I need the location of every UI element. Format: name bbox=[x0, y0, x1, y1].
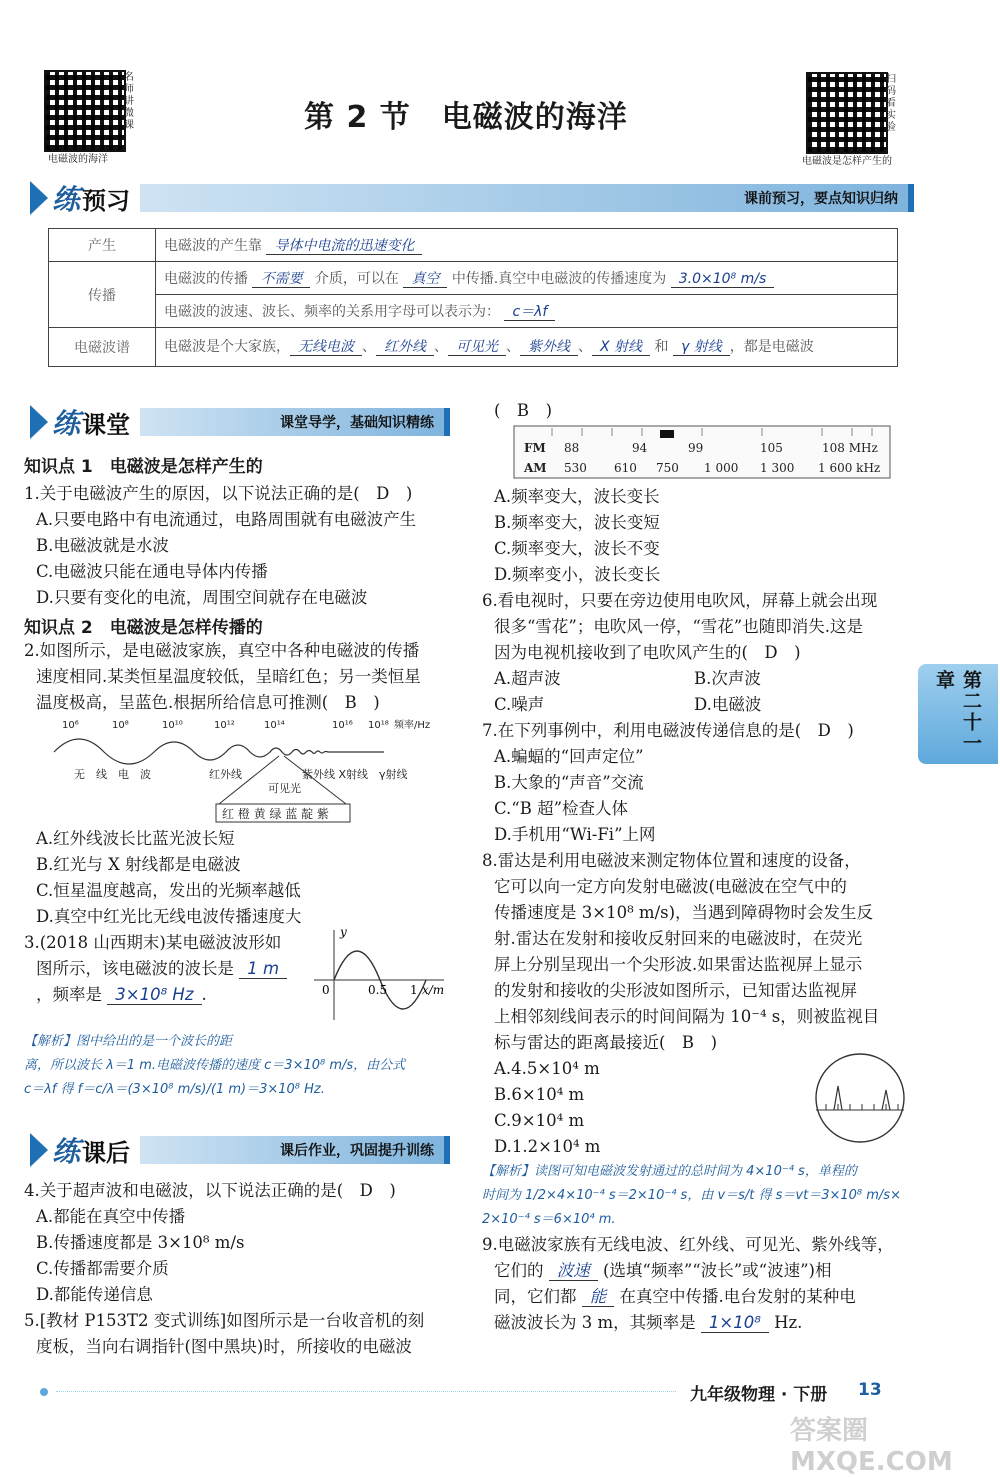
option: A.红外线波长比蓝光波长短 bbox=[36, 829, 235, 848]
option: B.传播速度都是 3×10⁸ m/s bbox=[36, 1233, 245, 1252]
tick-label: 610 bbox=[614, 461, 637, 475]
axis-label: 频率/Hz bbox=[394, 720, 431, 731]
table-row: 传播 电磁波的传播 不需要 介质，可以在 真空 中传播.真空中电磁波的传播速度为 3.0×10⁸ m/s bbox=[49, 262, 898, 295]
footer-label: 九年级物理 · 下册 bbox=[690, 1385, 828, 1405]
wave-curve bbox=[54, 739, 384, 764]
qr-code-left[interactable] bbox=[44, 70, 126, 152]
question-3: 3.(2018 山西期末)某电磁波波形如 图所示，该电磁波的波长是 1 m ，频率是 3×10⁸ Hz . y x/m 0 0.5 1 bbox=[24, 930, 454, 1030]
answer-blank: 真空 bbox=[403, 271, 447, 288]
radio-dial-figure bbox=[512, 424, 892, 480]
page-title: 第 2 节 电磁波的海洋 bbox=[304, 100, 628, 135]
tick-label: 1 300 bbox=[760, 461, 795, 475]
preview-label: 预习 bbox=[82, 186, 131, 215]
watermark: 答案圈 MXQE.COM bbox=[790, 1416, 953, 1477]
option: C.9×10⁴ m bbox=[494, 1111, 585, 1130]
qr-right-caption: 电磁波是怎样产生的 bbox=[802, 156, 892, 167]
option: A.只要电路中有电流通过，电路周围就有电磁波产生 bbox=[36, 510, 417, 529]
footer-dot bbox=[40, 1388, 48, 1396]
option: D.手机用“Wi-Fi”上网 bbox=[494, 825, 656, 844]
option: C.恒星温度越高，发出的光频率越低 bbox=[36, 881, 301, 900]
preview-note: 课前预习，要点知识归纳 bbox=[744, 191, 898, 207]
axis-label: x/m bbox=[422, 983, 445, 997]
preview-tag: 练 bbox=[52, 183, 81, 216]
tick-label: 94 bbox=[632, 441, 648, 455]
answer-blank: c＝λf bbox=[504, 304, 555, 321]
after-class-banner: 练 课后 课后作业，巩固提升训练 bbox=[30, 1132, 450, 1168]
answer-blank: 波速 bbox=[549, 1261, 598, 1281]
tick-label: 105 bbox=[760, 441, 783, 455]
knowledge-point-1: 知识点 1 电磁波是怎样产生的 bbox=[24, 457, 263, 477]
answer-blank: 3.0×10⁸ m/s bbox=[671, 271, 775, 288]
analysis-note: 【解析】图中给出的是一个波长的距 离，所以波长 λ＝1 m.电磁波传播的速度 c＝3×10⁸ m/s，由公式 c＝λf 得 f＝c/λ＝(3×10⁸ m/s)/(1 m)＝3×10⁸ Hz. bbox=[24, 1034, 406, 1097]
table-row: 电磁波的波速、波长、频率的关系用字母可以表示为： c＝λf bbox=[49, 295, 898, 328]
question-8: 8.雷达是利用电磁波来测定物体位置和速度的设备， 它可以向一定方向发射电磁波(电磁波在空气中的 传播速度是 3×10⁸ m/s)，当遇到障碍物时会发生反 射.雷达在发射和接收反射回来的电磁波时，在荧光 屏上分别呈现出一个尖形波.如果雷达监视屏上显示 的发射和接收的尖形波如图所示，已知雷达监视屏 上相邻刻线间表示的时间间隔为 10⁻⁴ s，则被监视目 标与雷达的距离最接近( B ) bbox=[482, 851, 880, 1052]
band-label: 紫外线 X射线 γ射线 bbox=[302, 768, 408, 781]
tick-label: 0 bbox=[322, 983, 330, 997]
option: D.都能传递信息 bbox=[36, 1285, 153, 1304]
am-label: AM bbox=[524, 461, 547, 475]
tick-label: 108 MHz bbox=[822, 441, 878, 455]
answer-blank: 能 bbox=[582, 1287, 615, 1307]
qr-right-side-label: 扫码看实验 bbox=[886, 74, 896, 133]
table-row: 产生 电磁波的产生靠 导体中电流的迅速变化 bbox=[49, 229, 898, 262]
preview-table bbox=[48, 228, 898, 367]
analysis-note: 【解析】读图可知电磁波发射通过的总时间为 4×10⁻⁴ s，单程的 时间为 1/2×4×10⁻⁴ s＝2×10⁻⁴ s，由 v＝s/t 得 s＝vt＝3×10⁸ m/s× 2×10⁻⁴ s＝6×10⁴ m. bbox=[482, 1164, 901, 1227]
visible-label: 可见光 bbox=[268, 782, 301, 795]
classroom-banner: 练 课堂 课堂导学，基础知识精练 bbox=[30, 404, 450, 440]
option: B.6×10⁴ m bbox=[494, 1085, 585, 1104]
option: D.真空中红光比无线电波传播速度大 bbox=[36, 907, 302, 926]
option: C.噪声 bbox=[494, 695, 545, 714]
qr-code-right[interactable] bbox=[806, 72, 888, 154]
tick-label: 750 bbox=[656, 461, 679, 475]
option: A.蝙蝠的“回声定位” bbox=[494, 747, 644, 766]
waveform-figure bbox=[304, 924, 454, 1024]
row-label: 传播 bbox=[49, 262, 156, 328]
answer-blank: 1 m bbox=[239, 959, 287, 979]
classroom-note: 课堂导学，基础知识精练 bbox=[280, 415, 434, 431]
chevron-icon bbox=[30, 405, 48, 439]
option: B.电磁波就是水波 bbox=[36, 536, 169, 555]
tick-label: 88 bbox=[564, 441, 580, 455]
chapter-tab[interactable]: 第二十一章 bbox=[918, 664, 998, 764]
question-4: 4.关于超声波和电磁波，以下说法正确的是( D ) bbox=[24, 1181, 396, 1200]
option: C.频率变大，波长不变 bbox=[494, 539, 660, 558]
em-spectrum-figure bbox=[24, 716, 444, 826]
tick-label: 10⁸ bbox=[112, 720, 129, 731]
option: C.“B 超”检查人体 bbox=[494, 799, 629, 818]
axis-label: y bbox=[340, 925, 347, 939]
option: A.频率变大，波长变长 bbox=[494, 487, 660, 506]
after-questions bbox=[24, 1178, 454, 1360]
answer-blank: 1×10⁸ bbox=[701, 1313, 769, 1333]
answer-blank: 导体中电流的迅速变化 bbox=[266, 238, 422, 255]
option: B.次声波 bbox=[694, 669, 761, 688]
answer-blank: 3×10⁸ Hz bbox=[107, 985, 201, 1005]
option: A.都能在真空中传播 bbox=[36, 1207, 186, 1226]
tick-label: 10¹⁶ bbox=[332, 720, 353, 731]
tick-label: 10⁶ bbox=[62, 720, 79, 731]
option: B.大象的“声音”交流 bbox=[494, 773, 644, 792]
tick-label: 10¹⁴ bbox=[264, 720, 285, 731]
question-9: 9.电磁波家族有无线电波、红外线、可见光、紫外线等， 它们的 波速 (选填“频率”“波长”或“波速”)相 同，它们都 能 在真空中传播.电台发射的某种电 磁波波长为 3 m，其频率是 1×10⁸ Hz. bbox=[482, 1235, 894, 1332]
page-number: 13 bbox=[858, 1380, 882, 1400]
option: A.4.5×10⁴ m bbox=[494, 1059, 600, 1078]
radar-screen-figure bbox=[812, 1050, 908, 1146]
tick-label: 10¹⁰ bbox=[162, 720, 183, 731]
chevron-icon bbox=[30, 1133, 48, 1167]
tick-label: 10¹⁸ bbox=[368, 720, 389, 731]
row-label: 产生 bbox=[49, 229, 156, 262]
tick-label: 1 bbox=[410, 983, 418, 997]
tick-label: 530 bbox=[564, 461, 587, 475]
fm-label: FM bbox=[524, 441, 546, 455]
option: C.传播都需要介质 bbox=[36, 1259, 169, 1278]
question-6: 6.看电视时，只要在旁边使用电吹风，屏幕上就会出现 很多“雪花”；电吹风一停，“雪花”也随即消失.这是 因为电视机接收到了电吹风产生的( D ) bbox=[482, 591, 878, 662]
option: D.1.2×10⁴ m bbox=[494, 1137, 601, 1156]
option: A.超声波 bbox=[494, 669, 561, 688]
tick-label: 10¹² bbox=[214, 720, 235, 731]
right-column bbox=[482, 398, 912, 1336]
preview-banner bbox=[30, 180, 914, 216]
after-note: 课后作业，巩固提升训练 bbox=[280, 1143, 434, 1159]
option: D.频率变小，波长变长 bbox=[494, 565, 661, 584]
band-label: 无 线 电 波 bbox=[74, 768, 151, 781]
option: D.只要有变化的电流，周围空间就存在电磁波 bbox=[36, 588, 368, 607]
question-7: 7.在下列事例中，利用电磁波传递信息的是( D ) bbox=[482, 721, 854, 740]
tick-label: 1 600 kHz bbox=[818, 461, 881, 475]
option: B.红光与 X 射线都是电磁波 bbox=[36, 855, 241, 874]
chevron-icon bbox=[30, 181, 48, 215]
table-row: 电磁波谱 电磁波是个大家族， 无线电波 、 红外线 、 可见光 、 紫外线 、 X 射线 和 γ 射线 ，都是电磁波 bbox=[49, 328, 898, 367]
question-5: 5.[教材 P153T2 变式训练]如图所示是一台收音机的刻 度板，当向右调指针(图中黑块)时，所接收的电磁波 bbox=[24, 1311, 425, 1356]
option: D.电磁波 bbox=[694, 695, 762, 714]
tick-label: 0.5 bbox=[368, 983, 388, 997]
row-label: 电磁波谱 bbox=[49, 328, 156, 367]
band-label: 红外线 bbox=[209, 768, 242, 781]
tick-label: 1 000 bbox=[704, 461, 739, 475]
answer-blank: 不需要 bbox=[252, 271, 310, 288]
qr-left-side-label: 名师讲微课 bbox=[124, 72, 134, 131]
left-column bbox=[24, 452, 454, 1102]
option: B.频率变大，波长变短 bbox=[494, 513, 660, 532]
footer-line bbox=[56, 1391, 676, 1392]
question-2: 2.如图所示，是电磁波家族，真空中各种电磁波的传播 速度相同.某类恒星温度较低，呈暗红色；另一类恒星 温度极高，呈蓝色.根据所给信息可推测( B ) bbox=[24, 641, 421, 712]
qr-left-caption: 电磁波的海洋 bbox=[48, 154, 108, 165]
knowledge-point-2: 知识点 2 电磁波是怎样传播的 bbox=[24, 618, 263, 638]
option: C.电磁波只能在通电导体内传播 bbox=[36, 562, 268, 581]
tick-label: 99 bbox=[688, 441, 704, 455]
question-1: 1.关于电磁波产生的原因，以下说法正确的是( D ) bbox=[24, 484, 413, 503]
color-sequence: 红 橙 黄 绿 蓝 靛 紫 bbox=[222, 807, 329, 821]
q5-answer: ( B ) bbox=[494, 401, 552, 420]
dial-pointer[interactable] bbox=[660, 430, 674, 438]
